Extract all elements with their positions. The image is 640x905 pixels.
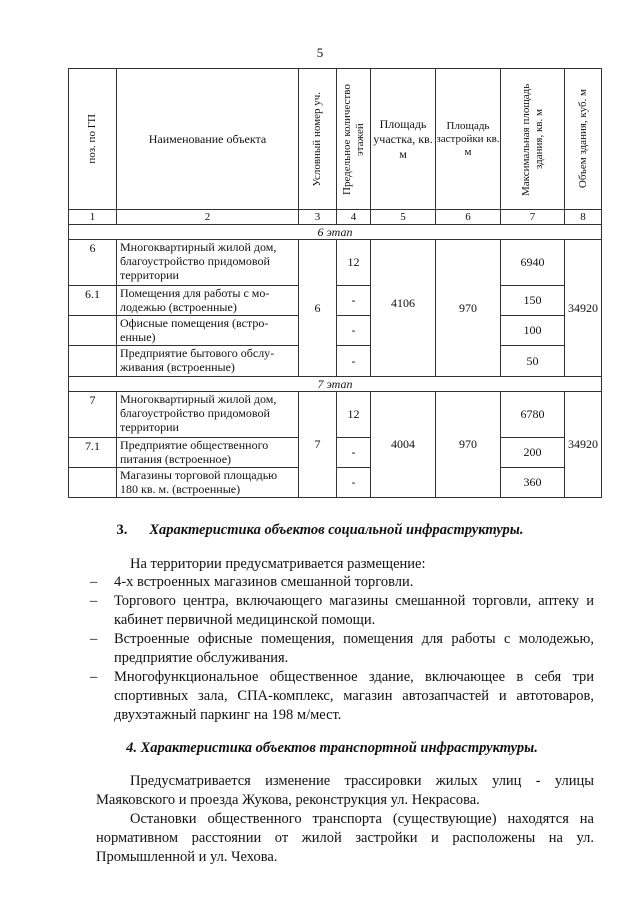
row-name: Офисные помещения (встроенные): [117, 316, 299, 346]
objects-table: [68, 68, 602, 498]
table-header-row: [69, 69, 602, 210]
header-volume: Объем здания, куб. м: [565, 69, 602, 210]
row-pos: [69, 316, 117, 346]
header-cond-no: Условный номер уч.: [299, 69, 337, 210]
row-floors: 12: [337, 240, 371, 286]
col-number: 2: [117, 210, 299, 225]
header-floors: Предельное количество этажей: [337, 69, 371, 210]
section-4-paragraph-2: Остановки общественного транспорта (существующие) находятся на нормативном расстоянии от жилой застройки и расположены на ул. Промышленной и ул. Чехова.: [96, 811, 594, 865]
stage-7-row: [69, 377, 602, 392]
stage-6-row: [69, 225, 602, 240]
volume: 34920: [565, 392, 602, 498]
stage-label: 7 этап: [69, 377, 602, 392]
row-max-area: 50: [501, 346, 565, 377]
col-number: 7: [501, 210, 565, 225]
row-pos: 6: [69, 240, 117, 286]
table-row: [69, 240, 602, 286]
col-number: 3: [299, 210, 337, 225]
row-max-area: 100: [501, 316, 565, 346]
stage-label: 6 этап: [69, 225, 602, 240]
row-floors: -: [337, 438, 371, 468]
col-number: 5: [371, 210, 436, 225]
row-name: Помещения для работы с молодежью (встроенные): [117, 286, 299, 316]
table-row: [69, 392, 602, 438]
header-build-area: Площадь застройки кв. м: [436, 69, 501, 210]
section-4-paragraph-1: Предусматривается изменение трассировки жилых улиц - улицы Маяковского и проезда Жукова, реконструкция ул. Некрасова.: [96, 773, 594, 808]
section-3-number: 3.: [116, 522, 128, 538]
row-max-area: 200: [501, 438, 565, 468]
page-number: 5: [316, 45, 324, 60]
plot-area: 4106: [371, 240, 436, 377]
list-item: – Многофункциональное общественное здание, включающее в себя три спортивных зала, СПА-комплекс, магазин автозапчастей и автотоваров, двухэтажный паркинг на 198 м/мест.: [90, 669, 594, 723]
header-plot-area: Площадь участка, кв. м: [371, 69, 436, 210]
row-name: Магазины торговой площадью 180 кв. м. (встроенные): [117, 468, 299, 498]
col-number: 1: [69, 210, 117, 225]
list-item: – Торгового центра, включающего магазины смешанной торговли, аптеку и кабинет первичной медицинской помощи.: [90, 593, 594, 628]
section-3-heading: [0, 522, 640, 539]
row-max-area: 6780: [501, 392, 565, 438]
list-item: – 4-х встроенных магазинов смешанной торговли.: [90, 574, 414, 590]
cond-number: 7: [299, 392, 337, 498]
row-pos: [69, 468, 117, 498]
row-floors: -: [337, 286, 371, 316]
build-area: 970: [436, 240, 501, 377]
row-max-area: 360: [501, 468, 565, 498]
list-item: – Встроенные офисные помещения, помещения для работы с молодежью, предприятие обслуживания.: [90, 631, 594, 666]
section-3-title: Характеристика объектов социальной инфраструктуры.: [149, 522, 524, 538]
infrastructure-list: [90, 573, 594, 725]
row-pos: 6.1: [69, 286, 117, 316]
col-number: 8: [565, 210, 602, 225]
cond-number: 6: [299, 240, 337, 377]
col-number: 6: [436, 210, 501, 225]
row-floors: -: [337, 316, 371, 346]
row-name: Многоквартирный жилой дом, благоустройство придомовой территории: [117, 240, 299, 286]
header-name: Наименование объекта: [117, 69, 299, 210]
row-pos: [69, 346, 117, 377]
row-name: Предприятие общественного питания (встроенное): [117, 438, 299, 468]
plot-area: 4004: [371, 392, 436, 498]
row-pos: 7.1: [69, 438, 117, 468]
row-floors: -: [337, 468, 371, 498]
section-4-heading: 4. Характеристика объектов транспортной инфраструктуры.: [126, 740, 538, 756]
row-floors: -: [337, 346, 371, 377]
build-area: 970: [436, 392, 501, 498]
row-pos: 7: [69, 392, 117, 438]
row-name: Предприятие бытового обслуживания (встроенные): [117, 346, 299, 377]
row-max-area: 6940: [501, 240, 565, 286]
header-pos: поз. по ГП: [69, 69, 117, 210]
column-numbers-row: [69, 210, 602, 225]
row-name: Многоквартирный жилой дом, благоустройство придомовой территории: [117, 392, 299, 438]
row-max-area: 150: [501, 286, 565, 316]
section-3-intro: На территории предусматривается размещение:: [130, 556, 426, 572]
row-floors: 12: [337, 392, 371, 438]
volume: 34920: [565, 240, 602, 377]
col-number: 4: [337, 210, 371, 225]
header-max-area: Максимальная площадь здания, кв. м: [501, 69, 565, 210]
